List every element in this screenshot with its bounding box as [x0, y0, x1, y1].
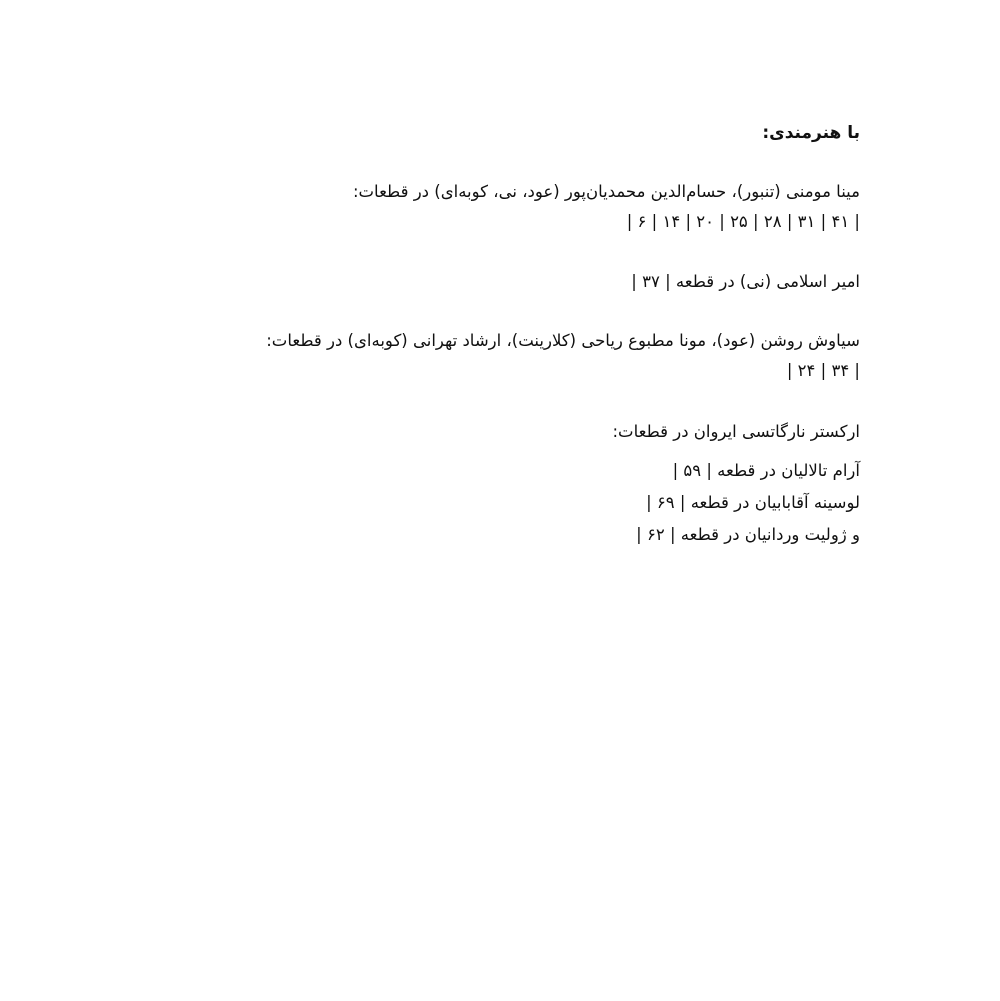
orchestra-title: ارکستر نارگاتسی ایروان در قطعات:	[612, 421, 860, 441]
performers-group-1-names: مینا مومنی (تنبور)، حسام‌الدین محمدیان‌پور (عود، نی، کوبه‌ای) در قطعات:	[352, 182, 860, 202]
orchestra-group	[140, 416, 860, 552]
performers-group-1-tracks: | ۴۱ | ۳۱ | ۲۸ | ۲۵ | ۲۰ | ۱۴ | ۶ |	[626, 211, 860, 231]
credits-heading: با هنرمندی:	[762, 123, 860, 143]
performers-group-2	[140, 267, 860, 297]
credits-section	[140, 120, 860, 551]
performers-group-2-names: امیر اسلامی (نی) در قطعه | ۳۷ |	[631, 271, 860, 291]
performers-group-1	[140, 177, 860, 236]
performers-group-3-names: سیاوش روشن (عود)، مونا مطبوع ریاحی (کلارینت)، ارشاد تهرانی (کوبه‌ای) در قطعات:	[266, 331, 860, 351]
performers-group-3-tracks: | ۳۴ | ۲۴ |	[786, 360, 860, 380]
orchestra-member-list	[140, 455, 860, 552]
orchestra-member-2: لوسینه آقابابیان در قطعه | ۶۹ |	[646, 493, 860, 513]
orchestra-member-1: آرام تالالیان در قطعه | ۵۹ |	[672, 460, 860, 480]
orchestra-member-3: و ژولیت وردانیان در قطعه | ۶۲ |	[636, 525, 860, 545]
performers-group-3	[140, 326, 860, 385]
